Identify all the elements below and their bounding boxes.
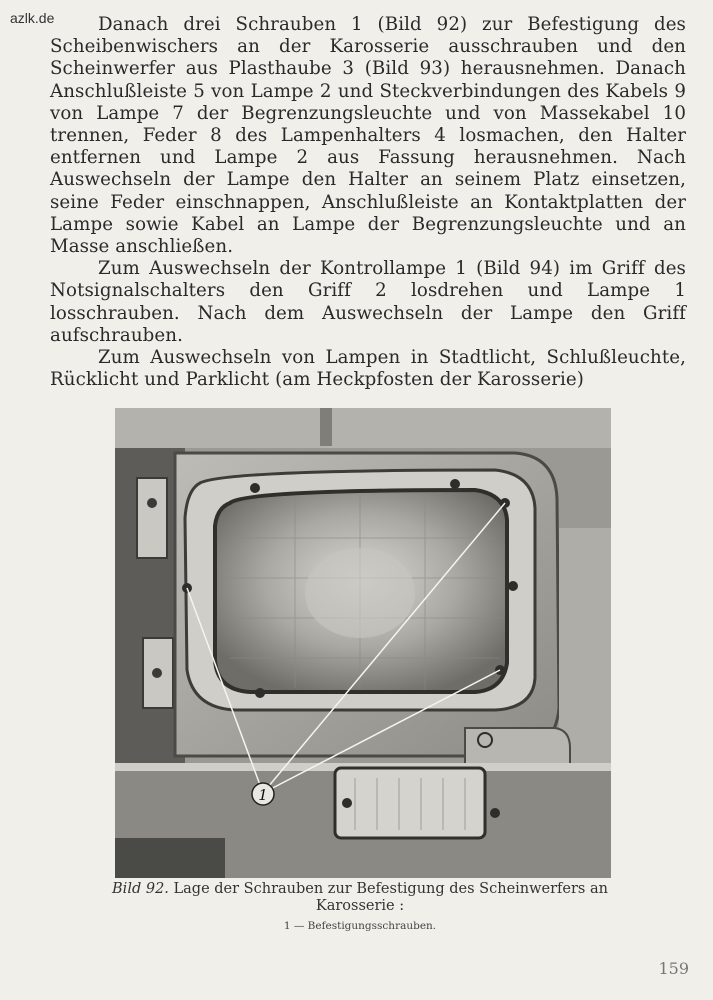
callout-label: 1	[258, 786, 268, 804]
page-number: 159	[658, 959, 689, 978]
paragraph-2: Zum Auswechseln der Kontrollampe 1 (Bild 94) im Griff des Notsignalschalters den Griff 2 losdrehen und Lampe 1 losschrauben. Nach dem Auswechseln der Lampe den Griff aufschrauben.	[50, 258, 686, 346]
figure-legend: 1 — Befestigungsschrauben.	[283, 920, 437, 932]
body-text	[50, 14, 686, 391]
caption-text: Lage der Schrauben zur Befestigung des Scheinwerfers an Karosserie :	[173, 881, 608, 914]
watermark: azlk.de	[10, 10, 55, 26]
headlight-photo-illustration	[115, 408, 611, 878]
headlight-photo	[115, 408, 611, 878]
paragraph-3: Zum Auswechseln von Lampen in Stadtlicht, Schlußleuchte, Rücklicht und Parklicht (am Heckpfosten der Karosserie)	[50, 347, 686, 391]
paragraph-1: Danach drei Schrauben 1 (Bild 92) zur Befestigung des Scheibenwischers an der Karosserie ausschrauben und den Scheinwerfer aus Plasthaube 3 (Bild 93) herausnehmen. Danach Anschlußleiste 5 von Lampe 2 und Steckverbindungen des Kabels 9 von Lampe 7 der Begrenzungsleuchte und von Massekabel 10 trennen, Feder 8 des Lampenhalters 4 losmachen, den Halter entfernen und Lampe 2 aus Fassung herausnehmen. Nach Auswechseln der Lampe den Halter an seinem Platz einsetzen, seine Feder einschnappen, Anschlußleiste an Kontaktplatten der Lampe sowie Kabel an Lampe der Begrenzungsleuchte und an Masse anschließen.	[50, 14, 686, 258]
caption-prefix: Bild 92.	[112, 881, 169, 897]
figure-caption	[80, 881, 640, 915]
